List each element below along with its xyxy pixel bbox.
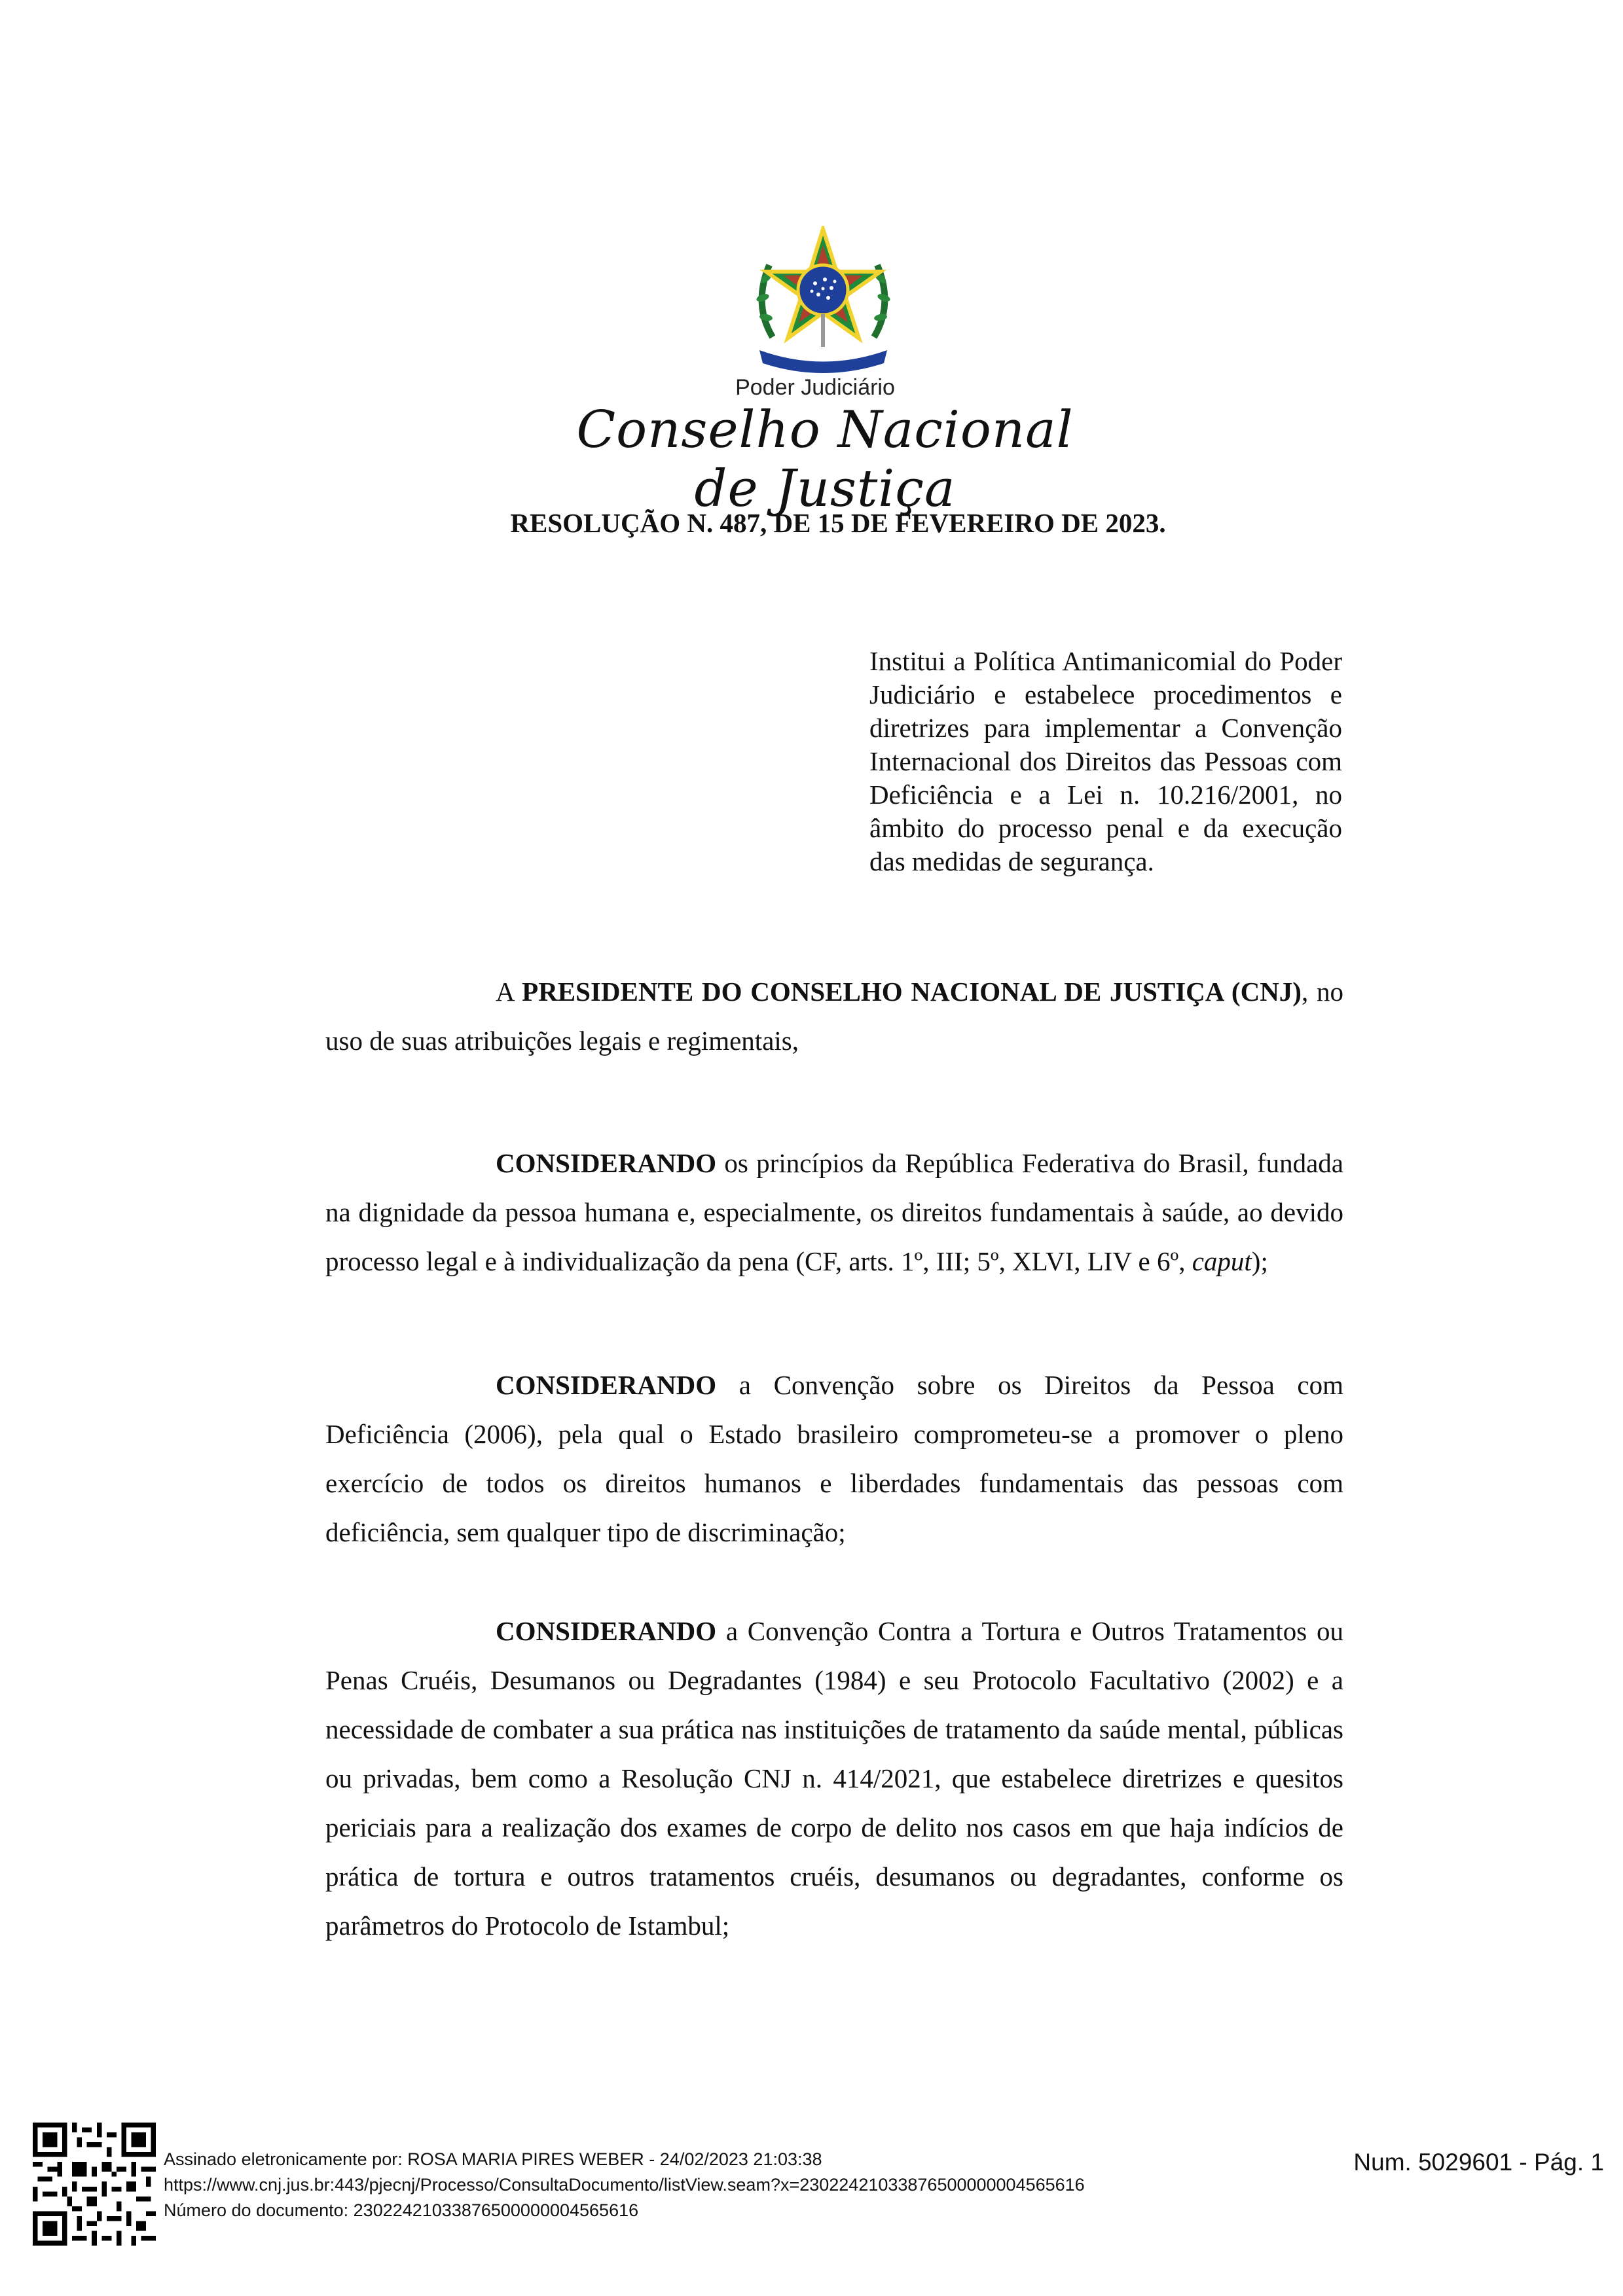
coat-of-arms-icon xyxy=(746,226,900,373)
considerando-text: a Convenção Contra a Tortura e Outros Tratamentos ou Penas Cruéis, Desumanos ou Degradantes (1984) e seu Protocolo Facultativo (2002) e a necessidade de combater a sua prática nas instituições de tratamento da saúde mental, públicas ou privadas, bem como a Resolução CNJ n. 414/2021, que estabelece diretrizes e quesitos periciais para a realização dos exames de corpo de delito nos casos em que haja indícios de prática de tortura e outros tratamentos cruéis, desumanos ou degradantes, conforme os parâmetros do Protocolo de Istambul; xyxy=(325,1616,1343,1941)
considerando-label: CONSIDERANDO xyxy=(496,1148,717,1178)
considerando-italic: caput xyxy=(1192,1246,1252,1276)
signed-by-text: Assinado eletronicamente por: ROSA MARIA PIRES WEBER - 24/02/2023 21:03:38 xyxy=(164,2149,822,2169)
considerando-paragraph-3 xyxy=(325,1607,1343,1950)
president-text: , no uso de suas atribuições legais e regimentais, xyxy=(325,977,1343,1056)
ementa: Institui a Política Antimanicomial do Poder Judiciário e estabelece procedimentos e diretrizes para implementar a Convenção Internacional dos Direitos das Pessoas com Deficiência e a Lei n. 10.216/2001, no âmbito do processo penal e da execução das medidas de segurança. xyxy=(869,646,1342,876)
signature-info xyxy=(164,2147,1085,2223)
considerando-label: CONSIDERANDO xyxy=(496,1370,717,1400)
considerando-text-end: ); xyxy=(1251,1246,1268,1276)
considerando-label: CONSIDERANDO xyxy=(496,1616,717,1646)
president-article: A xyxy=(496,977,522,1007)
considerando-text: os princípios da República Federativa do Brasil, fundada na dignidade da pessoa humana e, especialmente, os direitos fundamentais à saúde, ao devido processo legal e à individualização da pena (CF, arts. 1º, III; 5º, XLVI, LIV e 6º, xyxy=(325,1148,1343,1276)
page-number: Num. 5029601 - Pág. 1 xyxy=(1353,2149,1604,2176)
poder-judiciario-label: Poder Judiciário xyxy=(735,375,895,400)
considerando-paragraph-2 xyxy=(325,1361,1343,1557)
qr-code-icon xyxy=(33,2123,156,2246)
considerando-text: a Convenção sobre os Direitos da Pessoa com Deficiência (2006), pela qual o Estado brasileiro comprometeu-se a promover o pleno exercício de todos os direitos humanos e liberdades fundamentais das pessoas com deficiência, sem qualquer tipo de discriminação; xyxy=(325,1370,1343,1547)
president-title: PRESIDENTE DO CONSELHO NACIONAL DE JUSTIÇA (CNJ) xyxy=(522,977,1302,1007)
resolution-title: RESOLUÇÃO N. 487, DE 15 DE FEVEREIRO DE 2023. xyxy=(510,508,1166,538)
considerando-paragraph-1 xyxy=(325,1139,1343,1286)
document-url[interactable]: https://www.cnj.jus.br:443/pjecnj/Processo/ConsultaDocumento/listView.seam?x=23022421033876500000004565616 xyxy=(164,2175,1085,2195)
president-paragraph xyxy=(325,967,1343,1066)
document-number: Número do documento: 23022421033876500000004565616 xyxy=(164,2200,639,2220)
conselho-logo-text: Conselho Nacional de Justiça xyxy=(576,401,1074,518)
